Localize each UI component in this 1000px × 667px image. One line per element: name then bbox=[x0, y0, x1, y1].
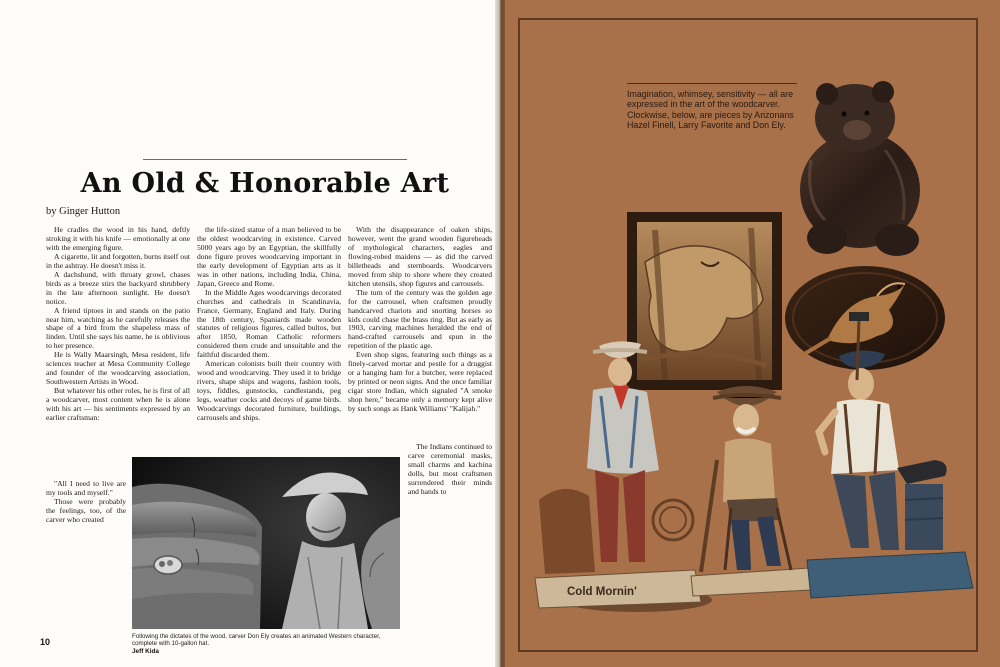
text-column-1 bbox=[46, 226, 190, 423]
text-column-3-tail bbox=[408, 443, 492, 497]
paragraph: American colonists built their country with wood and woodcarving. They used it to bridge rivers, shape ships and wagons, fashion tools, toys, fiddles, gunstocks, candlestands, peg legs, weather cocks and decoys of game birds. Woodcarvings decorated furniture, buildings, carrousels and ships. bbox=[197, 359, 341, 423]
paragraph: A cigarette, lit and forgotten, burns itself out in the ashtray. He doesn't miss it. bbox=[46, 251, 190, 270]
paragraph: the life-sized statue of a man believed to be the oldest woodcarving in existence. Carved 5000 years ago by an Egyptian, the skillfully done figure proves woodcarving important in the early development of Egyptian arts as it was in other nations, including India, China, Japan, Greece and Rome. bbox=[197, 225, 341, 288]
paragraph: A friend tiptoes in and stands on the patio near him, watching as he carefully releases the shape of a bird from the shapeless mass of linden. Until she says his name, he is oblivious to her presence. bbox=[46, 305, 190, 351]
intro-caption: Imagination, whimsey, sensitivity — all are expressed in the art of the woodcarver. Clockwise, below, are pieces by Arizonans Hazel Finell, Larry Favorite and Don Ely. bbox=[627, 89, 794, 130]
paragraph: With the disappearance of oaken ships, however, went the grand wooden figureheads of mythological characters, eagles and flowing-robed maidens — as did the carved billetheads and sternboards. Woodcarvers moved from ship to shore where they created kitchen utensils, shop figures and carrousels. bbox=[348, 225, 492, 288]
intro-rule bbox=[627, 83, 797, 84]
carver-hands-photo bbox=[132, 457, 400, 629]
cougar-relief-panel bbox=[627, 212, 782, 390]
paragraph: Even shop signs, featuring such things as a finely-carved mortar and pestle for a druggist or a hanging ham for a butcher, were replaced by printed or neon signs. And the once familiar cigar store Indian, which signaled "A smoke shop here," became only a memory kept alive by such songs as Hank Williams' "Kalijah." bbox=[348, 350, 492, 414]
quote-paragraph: "All I need to live are my tools and myself." bbox=[46, 479, 126, 497]
right-page bbox=[505, 0, 1000, 667]
page-gutter bbox=[495, 0, 505, 667]
seated-old-man-carving bbox=[691, 386, 811, 596]
paragraph: He cradles the wood in his hand, deftly stroking it with his knife — emotionally at one with the emerging figure. bbox=[46, 225, 190, 252]
text-column-2 bbox=[197, 226, 341, 423]
text-column-3 bbox=[348, 226, 492, 414]
page-number: 10 bbox=[40, 637, 51, 647]
byline: by Ginger Hutton bbox=[46, 206, 121, 217]
photo-credit: Jeff Kida bbox=[132, 648, 159, 655]
paragraph: The turn of the century was the golden age for the carrousel, when craftsmen proudly handcarved chariots and snorting horses so kids could chase the brass ring. But as early as 1903, carving machines heralded the end of hand-crafted carrousels and spun in the repetition of the plastic age. bbox=[348, 287, 492, 351]
paragraph: He is Wally Maarsingh, Mesa resident, life sciences teacher at Mesa Community College and founder of the woodcarving association, Southwestern Artists in Wood. bbox=[46, 350, 190, 387]
paragraph: A dachshund, with throaty growl, chases birds as a breeze stirs the backyard shrubbery in the late afternoon sunlight. He doesn't notice. bbox=[46, 269, 190, 306]
text-column-1-tail bbox=[46, 480, 126, 525]
bear-carving bbox=[800, 81, 920, 256]
paragraph: In the Middle Ages woodcarvings decorated churches and cathedrals in Scandinavia, France, Germany, England and Italy. During the 18th century, Spaniards made wooden statutes of religious figures, called bultos, but after 1850, Roman Catholic reformers considered them crude and unsuitable and the faithful discarded them. bbox=[197, 287, 341, 360]
title-rule bbox=[143, 159, 407, 160]
cold-mornin-base-label: Cold Mornin' bbox=[567, 586, 637, 598]
paragraph: The Indians continued to carve ceremonial masks, small charms and kachina dolls, but most craftsmen surrendered their minds and hands to bbox=[408, 442, 492, 496]
article-title: An Old & Honorable Art bbox=[80, 168, 450, 199]
photo-caption: Following the dictates of the wood, carver Don Ely creates an animated Western character, complete with 10-gallon hat. bbox=[132, 633, 381, 648]
paragraph: But whatever his other roles, he is first of all a woodcarver, most content when he is alone with his art — his sentiments expressed by an earlier craftsman: bbox=[46, 386, 190, 423]
paragraph: Those were probably the feelings, too, of the carver who created bbox=[46, 496, 126, 524]
